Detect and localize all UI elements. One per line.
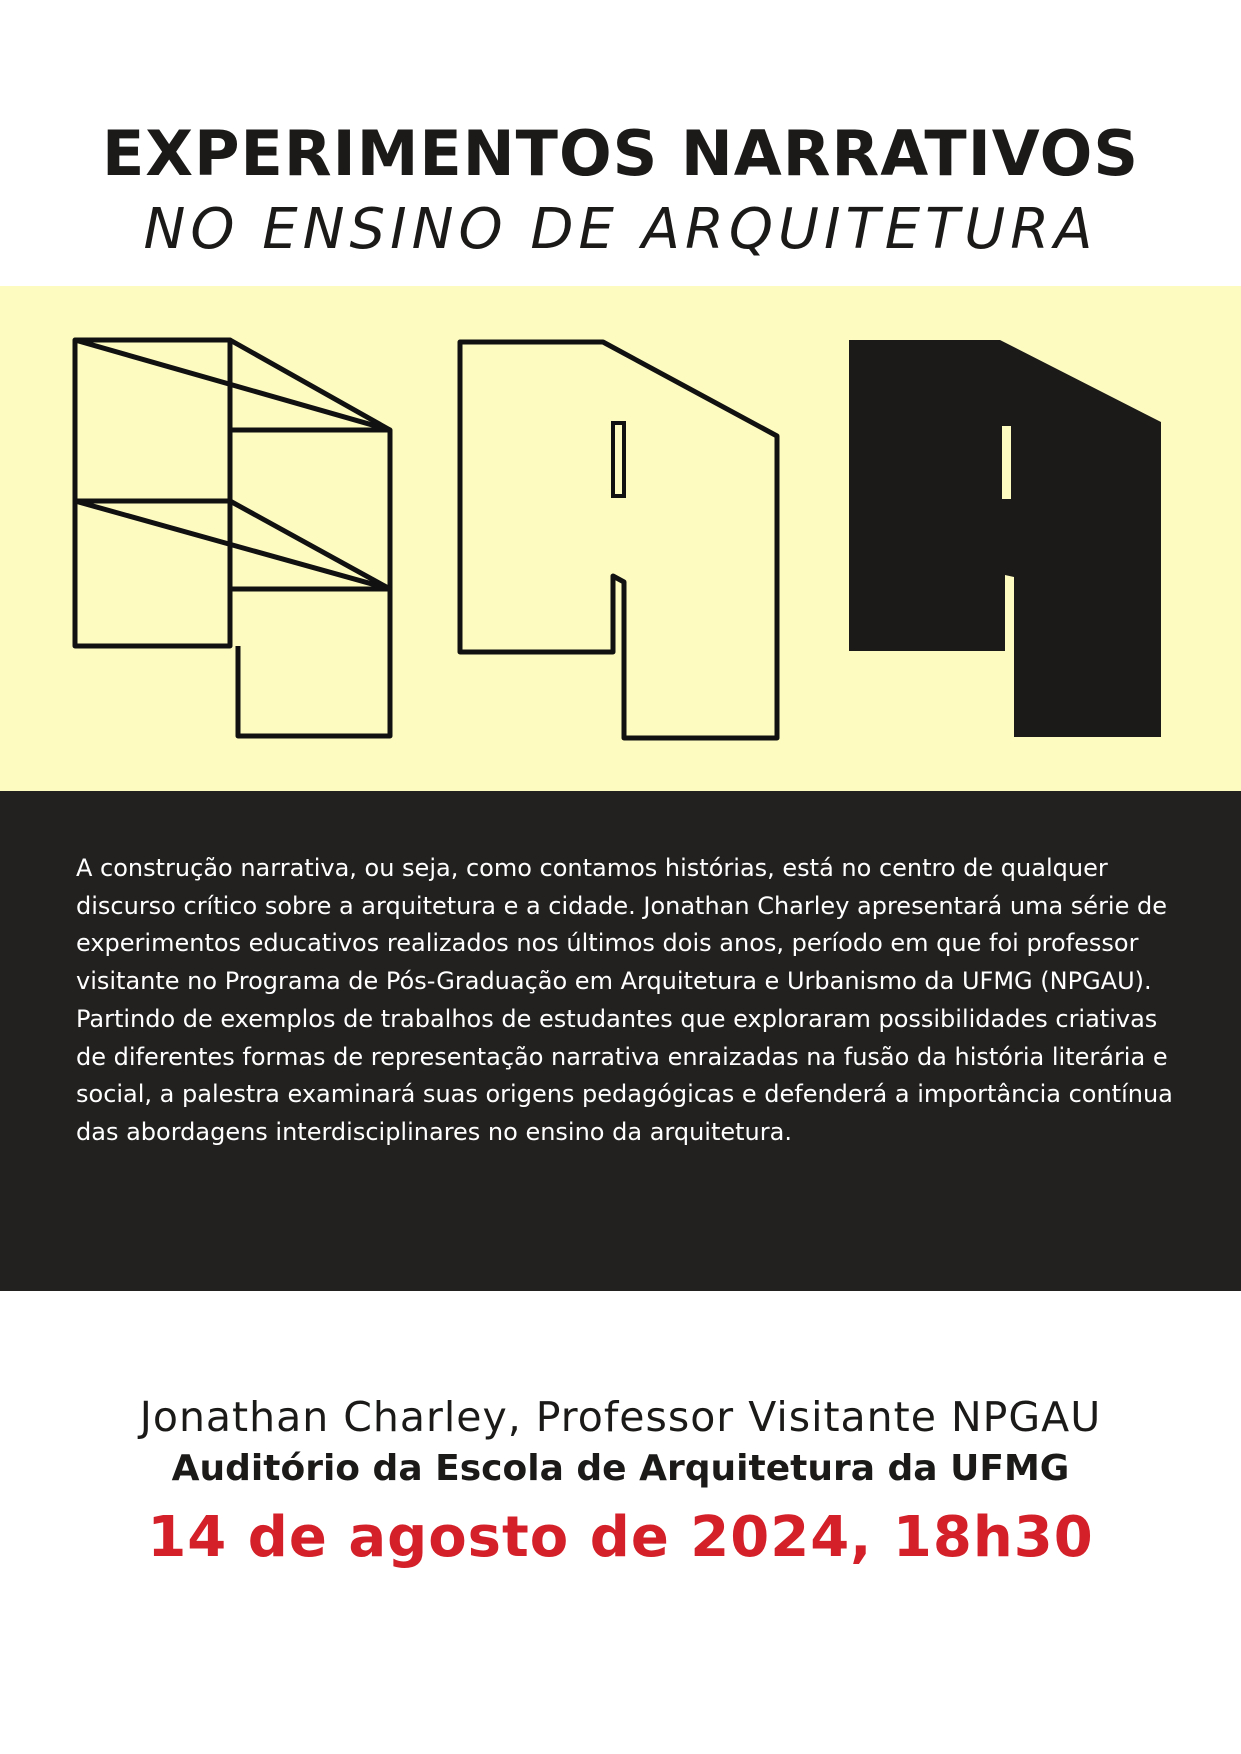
description-panel — [0, 791, 1241, 1291]
poster-subtitle: NO ENSINO DE ARQUITETURA — [143, 197, 1098, 262]
event-description: A construção narrativa, ou seja, como contamos histórias, está no centro de qualquer discurso crítico sobre a arquitetura e a cidade. Jonathan Charley apresentará uma série de experimentos educativos realizados nos últimos dois anos, período em que foi professor visitante no Programa de Pós-Graduação em Arquitetura e Urbanismo da UFMG (NPGAU). Partindo de exemplos de trabalhos de estudantes que exploraram possibilidades criativas de diferentes formas de representação narrativa enraizadas na fusão da história literária e social, a palestra examinará suas origens pedagógicas e defenderá a importância contínua das abordagens interdisciplinares no ensino da arquitetura. — [76, 854, 1173, 1146]
date-time-line: 14 de agosto de 2024, 18h30 — [147, 1505, 1094, 1570]
speaker-line: Jonathan Charley, Professor Visitante NPGAU — [139, 1393, 1102, 1441]
hero-illustration-band — [0, 286, 1241, 791]
solid-a-figure — [849, 340, 1161, 737]
event-details — [0, 1392, 1241, 1574]
poster-title-block — [0, 118, 1241, 266]
poster-title: EXPERIMENTOS NARRATIVOS — [101, 117, 1140, 190]
venue-line: Auditório da Escola de Arquitetura da UFMG — [171, 1448, 1070, 1489]
letter-a-illustration — [0, 286, 1241, 791]
wireframe-a-figure — [75, 340, 390, 736]
outlined-a-figure — [460, 342, 777, 738]
